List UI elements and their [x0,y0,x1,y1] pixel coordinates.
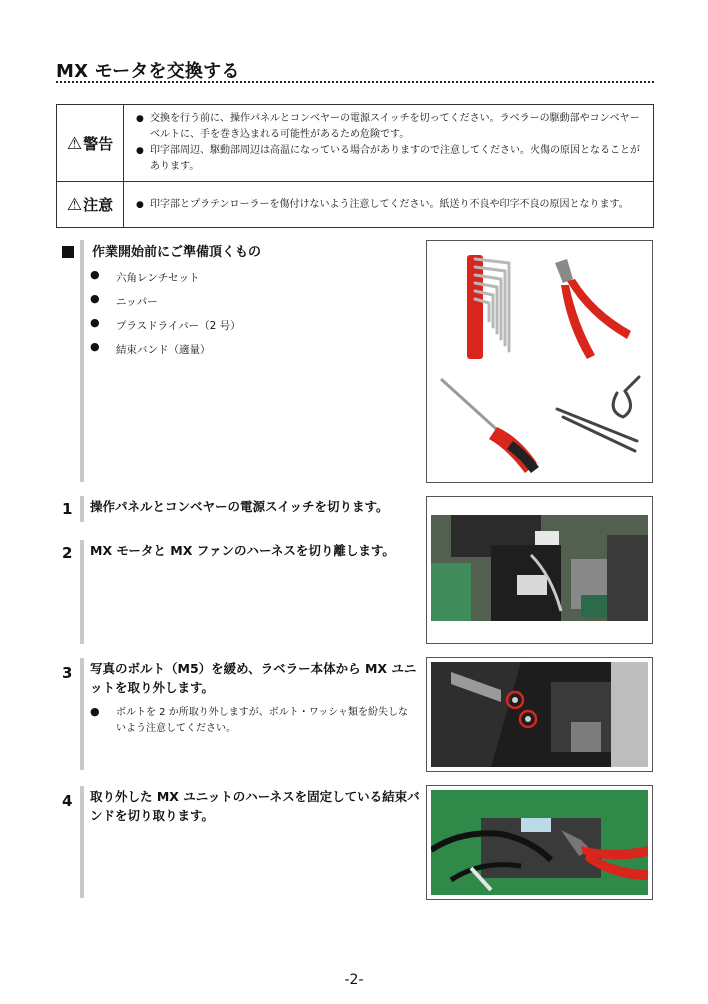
prep-item: 結束バンド（適量） [116,344,211,356]
step-note: ボルトを 2 か所取り外しますが、ボルト・ワッシャ類を紛失しないよう注意してください。 [116,707,409,734]
step-number: 3 [62,664,73,682]
step-number: 1 [62,500,73,518]
prep-item: プラスドライバー（2 号） [116,320,241,332]
step-number: 4 [62,792,73,810]
safety-table [56,104,654,228]
bullet-icon: ● [90,340,100,353]
tools-photo [426,240,653,483]
caution-triangle-icon: ⚠ [66,195,83,215]
step-text: 取り外した MX ユニットのハーネスを固定している結束バンドを切り取ります。 [90,789,420,823]
warning-text-cell [124,105,654,182]
warning-label-cell [57,105,124,182]
caution-bullet: ● 印字部とプラテンローラーを傷付けないよう注意してください。紙送り不良や印字不良の原因となります。 [136,197,645,213]
prep-bar [80,240,84,482]
harness-photo [426,496,653,644]
caution-label: 注意 [83,196,114,214]
warning-label: 警告 [83,134,114,153]
bullet-icon: ● [90,268,100,281]
title-divider [56,81,654,83]
cable-tie-image [557,377,639,451]
prep-item: 六角レンチセット [116,272,200,284]
step-bar [80,496,84,522]
hex-key-set-image [467,255,509,359]
prep-item: ニッパー [116,296,158,308]
step-number: 2 [62,544,73,562]
cut-tie-photo [426,785,653,900]
step-text: 操作パネルとコンベヤーの電源スイッチを切ります。 [90,499,389,514]
warning-triangle-icon: ⚠ [66,133,83,154]
step-bar [80,658,84,770]
section-square-icon [62,246,74,258]
page-title: MX モータを交換する [56,61,240,82]
bullet-icon: ● [90,292,100,305]
step-bar [80,540,84,644]
caution-label-cell [57,182,124,228]
bullet-icon: ● [90,316,100,329]
screwdriver-image [441,379,539,473]
nipper-image [555,259,631,359]
step-bar [80,786,84,898]
page-number: -2- [344,972,364,988]
step-text: MX モータと MX ファンのハーネスを切り離します。 [90,543,395,558]
warning-bullet: ● 交換を行う前に、操作パネルとコンベヤーの電源スイッチを切ってください。ラベラーの駆動部やコンベヤーベルトに、手を巻き込まれる可能性があるため危険です。 [136,111,645,143]
prep-heading: 作業開始前にご準備頂くもの [92,245,262,260]
caution-text-cell [124,182,654,228]
bolt-photo [426,657,653,772]
step-text: 写真のボルト（M5）を緩め、ラベラー本体から MX ユニットを取り外します。 [90,661,417,695]
bullet-icon: ● [90,705,100,718]
warning-bullet: ● 印字部周辺、駆動部周辺は高温になっている場合がありますので注意してください。火傷の原因となることがあります。 [136,143,645,175]
